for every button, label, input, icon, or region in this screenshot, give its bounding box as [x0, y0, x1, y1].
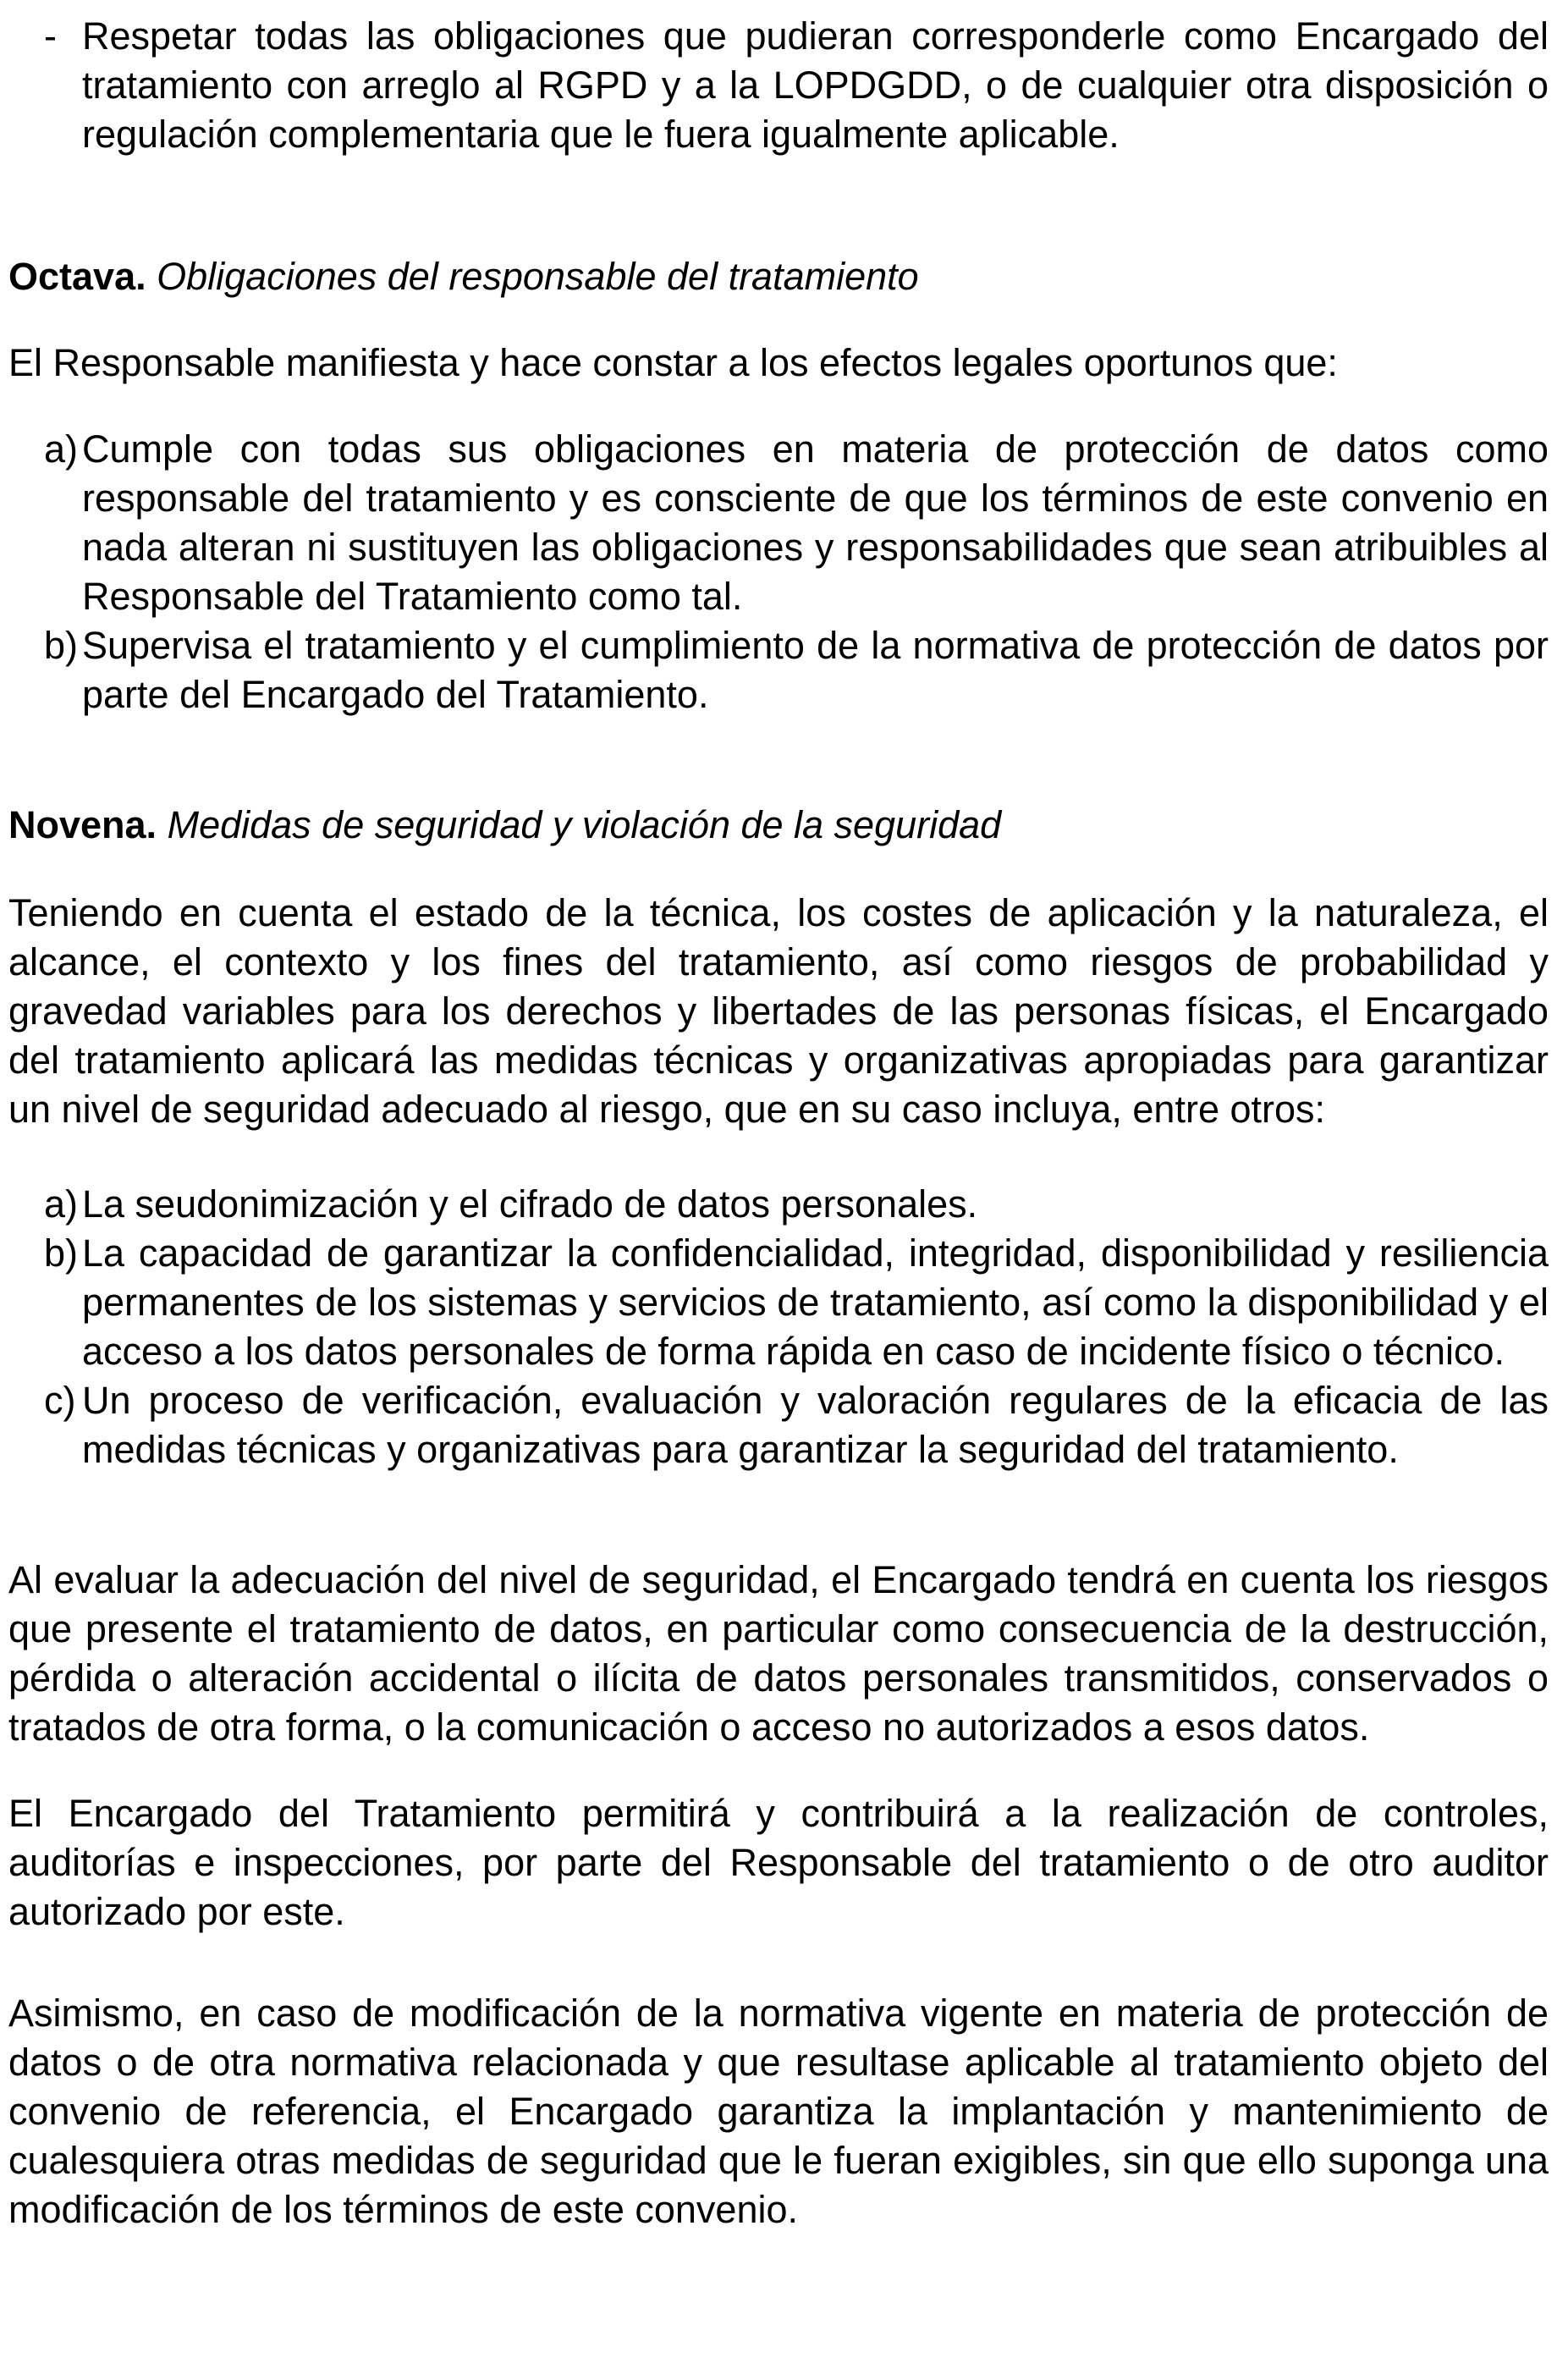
paragraph-audits: El Encargado del Tratamiento permitirá y contribuirá a la realización de controles, auditorías e inspecciones, por parte del Responsable del tratamiento o de otro auditor autorizado por este. [8, 1792, 1549, 1933]
item-text: Supervisa el tratamiento y el cumplimiento de la normativa de protección de datos por parte del Encargado del Tratamiento. [82, 624, 1549, 716]
item-marker: a) [44, 427, 79, 471]
heading-title: Obligaciones del responsable del tratamiento [157, 255, 919, 298]
item-marker: a) [44, 1182, 79, 1226]
paragraph-security-evaluation: Al evaluar la adecuación del nivel de seguridad, el Encargado tendrá en cuenta los riesgos que presente el tratamiento de datos, en particular como consecuencia de la destrucción, pérdida o alteración accidental o ilícita de datos personales transmitidos, conservados o tratados de otra forma, o la comunicación o acceso no autorizados a esos datos. [8, 1558, 1549, 1749]
item-text: Cumple con todas sus obligaciones en materia de protección de datos como responsable del tratamiento y es consciente de que los términos de este convenio en nada alteran ni sustituyen las obligaciones y responsabilidades que sean atribuibles al Responsable del Tratamiento como tal. [82, 427, 1549, 618]
item-marker: c) [44, 1379, 76, 1422]
item-marker: b) [44, 624, 79, 667]
section-heading-novena [8, 801, 1549, 850]
heading-ordinal: Novena. [8, 803, 157, 846]
paragraph-lead-novena: Teniendo en cuenta el estado de la técnica, los costes de aplicación y la naturaleza, el alcance, el contexto y los fines del tratamiento, así como riesgos de probabilidad y gravedad variables para los derechos y libertades de las personas físicas, el Encargado del tratamiento aplicará las medidas técnicas y organizativas apropiadas para garantizar un nivel de seguridad adecuado al riesgo, que en su caso incluya, entre otros: [8, 891, 1549, 1131]
heading-title: Medidas de seguridad y violación de la seguridad [167, 803, 1002, 846]
paragraph-lead-octava: El Responsable manifiesta y hace constar a los efectos legales oportunos que: [8, 341, 1338, 384]
dash-marker: - [44, 14, 57, 58]
ordered-list-octava [8, 425, 1549, 719]
ordered-list-novena [8, 1180, 1549, 1474]
item-text: La seudonimización y el cifrado de datos personales. [82, 1182, 978, 1226]
item-marker: b) [44, 1231, 79, 1275]
list-item [8, 12, 1549, 159]
intro-list [8, 12, 1549, 159]
list-item [8, 1229, 1549, 1376]
list-item [8, 621, 1549, 719]
item-text: Un proceso de verificación, evaluación y valoración regulares de la eficacia de las medidas técnicas y organizativas para garantizar la seguridad del tratamiento. [82, 1379, 1549, 1471]
paragraph-regulation-changes: Asimismo, en caso de modificación de la normativa vigente en materia de protección de datos o de otra normativa relacionada y que resultase aplicable al tratamiento objeto del convenio de referencia, el Encargado garantiza la implantación y mantenimiento de cualesquiera otras medidas de seguridad que le fueran exigibles, sin que ello suponga una modificación de los términos de este convenio. [8, 1992, 1549, 2231]
list-item [8, 425, 1549, 621]
item-text: Respetar todas las obligaciones que pudieran corresponderle como Encargado del tratamiento con arreglo al RGPD y a la LOPDGDD, o de cualquier otra disposición o regulación complementaria que le fuera igualmente aplicable. [82, 14, 1549, 156]
heading-ordinal: Octava. [8, 255, 146, 298]
section-heading-octava [8, 252, 1549, 301]
list-item [8, 1376, 1549, 1474]
list-item [8, 1180, 1549, 1229]
item-text: La capacidad de garantizar la confidencialidad, integridad, disponibilidad y resiliencia permanentes de los sistemas y servicios de tratamiento, así como la disponibilidad y el acceso a los datos personales de forma rápida en caso de incidente físico o técnico. [82, 1231, 1549, 1373]
